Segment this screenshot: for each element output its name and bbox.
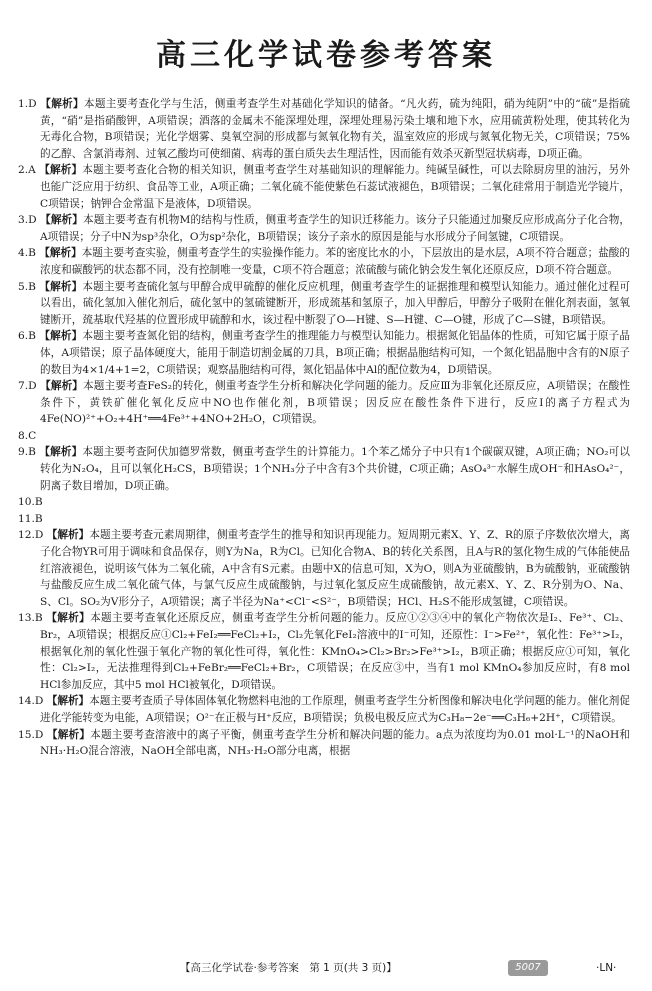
answer-item	[18, 428, 630, 445]
answer-number: 7.D	[18, 380, 37, 393]
answer-text: 本题主要考查化合物的相关知识，侧重考查学生对基础知识的理解能力。纯碱呈碱性，可以去除厨房里的油污，另外也能广泛应用于纺织、食品等工业，A项正确；二氧化硫不能使紫色石蕊试液褪色，B项错误；二氧化硅常用于制造光学镜片，C项错误；钠钾合金常温下是液体，D项错误。	[40, 164, 631, 210]
answer-number: 9.B	[18, 446, 36, 459]
analysis-tag: 【解析】	[39, 247, 82, 260]
answer-number: 5.B	[18, 280, 36, 293]
answer-item	[18, 378, 630, 428]
analysis-tag: 【解析】	[40, 98, 84, 110]
answer-number: 13.B	[18, 612, 43, 625]
page-footer	[0, 958, 652, 978]
page-title: 高三化学试卷参考答案	[156, 38, 496, 73]
answer-number: 14.D	[18, 695, 44, 708]
answer-text: 本题主要考查元素周期律，侧重考查学生的推导和知识再现能力。短周期元素X、Y、Z、R的原子序数依次增大，离子化合物YR可用于调味和食品保存，则Y为Na，R为Cl。已知化合物A、B的转化关系图，且A与R的氢化物生成的气体能使品红溶液褪色，说明该气体为二氧化硫，A中含有S元素。由题中X的信息可知，X为O，则A为亚硫酸钠，B为硫酸钠，亚硫酸钠与盐酸反应生成二氧化硫气体，与氯气反应生成硫酸钠，与过氧化氢反应生成硫酸钠，故元素X、Y、Z、R分别为O、Na、S、Cl。SO₂为V形分子，A项错误；离子半径为Na⁺<Cl⁻<S²⁻，B项错误；HCl、H₂S不能形成氢键，C项错误。	[40, 529, 631, 608]
analysis-tag: 【解析】	[46, 728, 91, 741]
footer-region-code: ·LN·	[596, 962, 617, 974]
answer-item	[18, 162, 630, 212]
answer-number: 3.D	[18, 214, 37, 227]
analysis-tag: 【解析】	[40, 214, 84, 227]
answer-item	[18, 693, 630, 726]
answer-text: 本题主要考查氮化铝的结构，侧重考查学生的推理能力与模型认知能力。根据氮化铝晶体的性质，可知它属于原子晶体，A项错误；原子晶体硬度大，能用于制造切割金属的刀具，B项正确；根据晶胞结构可知，一个氮化铝晶胞中含有的N原子的数目为4×1/4+1=2，C项错误；观察晶胞结构可得，氮化铝晶体中Al的配位数为4，D项错误。	[40, 330, 630, 376]
analysis-tag: 【解析】	[46, 529, 90, 542]
answer-number: 15.D	[18, 728, 44, 741]
answer-number: 11.B	[18, 512, 43, 525]
answer-text: 本题主要考查有机物M的结构与性质，侧重考查学生的知识迁移能力。该分子只能通过加聚反应形成高分子化合物，A项错误；分子中N为sp³杂化，O为sp²杂化，B项错误；该分子亲水的原因是能与水形成分子间氢键，C项错误。	[40, 214, 631, 243]
answer-number: 12.D	[18, 529, 44, 542]
answer-number: 1.D	[18, 98, 37, 110]
answer-item	[18, 444, 630, 494]
answer-number: 8.C	[18, 429, 37, 442]
analysis-tag: 【解析】	[46, 695, 90, 708]
analysis-tag: 【解析】	[39, 280, 83, 293]
answer-text: 本题主要考查实验，侧重考查学生的实验操作能力。苯的密度比水的小，下层放出的是水层，A项不符合题意；盐酸的浓度和碳酸钙的状态都不同，没有控制唯一变量，C项不符合题意；浓硫酸与硫化钠会发生氧化还原反应，D项不符合题意。	[40, 247, 630, 276]
answer-text: 本题主要考查阿伏加德罗常数，侧重考查学生的计算能力。1个苯乙烯分子中只有1个碳碳双键，A项正确；NO₂可以转化为N₂O₄，且可以氧化H₂CS，B项错误；1个NH₃分子中含有3个共价键，C项正确；AsO₄³⁻水解生成OH⁻和HAsO₄²⁻，阴离子数目增加，D项正确。	[40, 446, 630, 492]
answer-text: 本题主要考查质子导体固体氧化物燃料电池的工作原理，侧重考查学生分析图像和解决电化学问题的能力。催化剂促进化学能转变为电能，A项错误；O²⁻在正极与H⁺反应，B项错误；负极电极反应式为C₃H₈−2e⁻══C₃H₆+2H⁺，C项错误。	[40, 695, 631, 724]
answer-item	[18, 494, 630, 511]
analysis-tag: 【解析】	[39, 446, 83, 459]
answer-item	[18, 610, 630, 693]
answer-item	[18, 245, 630, 278]
answer-item	[18, 511, 630, 528]
analysis-tag: 【解析】	[46, 612, 91, 625]
answer-number: 4.B	[18, 247, 36, 260]
answer-item	[18, 279, 630, 329]
answer-list	[18, 96, 630, 760]
analysis-tag: 【解析】	[39, 330, 83, 343]
answer-item	[18, 727, 630, 760]
answer-text: 本题主要考查硫化氢与甲醇合成甲硫醇的催化反应机理，侧重考查学生的证据推理和模型认知能力。通过催化过程可以看出，硫化氢加入催化剂后，硫化氢中的氢硫键断开，形成巯基和氢原子，加入甲醇后，甲醇分子吸附在催化剂表面，氢氧键断开，巯基取代羟基的位置形成甲硫醇和水，该过程中断裂了O—H键、S—H键、C—O键，形成了C—S键，B项错误。	[40, 280, 630, 326]
footer-page-info: 【高三化学试卷·参考答案 第 1 页(共 3 页)】	[180, 962, 397, 974]
answer-text: 本题主要考查FeS₂的转化，侧重考查学生分析和解决化学问题的能力。反应Ⅲ为非氧化还原反应，A项错误；在酸性条件下，黄铁矿催化氧化反应中NO也作催化剂，B项错误；因反应在酸性条件下进行，反应Ⅰ的离子方程式为4Fe(NO)²⁺+O₂+4H⁺══4Fe³⁺+4NO+2H₂O，C项错误。	[40, 380, 630, 426]
answer-number: 10.B	[18, 496, 43, 509]
answer-item	[18, 212, 630, 245]
answer-text: 本题主要考查氧化还原反应，侧重考查学生分析问题的能力。反应①②③④中的氧化产物依次是I₂、Fe³⁺、Cl₂、Br₂，A项错误；根据反应①Cl₂+FeI₂══FeCl₂+I₂，Cl₂先氧化FeI₂溶液中的I⁻可知，还原性：I⁻>Fe²⁺，氧化性：Fe³⁺>I₂，根据氧化剂的氧化性强于氧化产物的氧化性可得，氧化性：KMnO₄>Cl₂>Br₂>Fe³⁺>I₂，B项正确；根据反应①可知，氧化性：Cl₂>I₂，无法推理得到Cl₂+FeBr₂══FeCl₂+Br₂，C项错误；在反应③中，当有1 mol KMnO₄参加反应时，有8 mol HCl参加反应，其中5 mol HCl被氧化，D项错误。	[40, 612, 631, 691]
answer-number: 2.A	[18, 164, 36, 177]
answer-number: 6.B	[18, 330, 36, 343]
answer-item	[18, 328, 630, 378]
analysis-tag: 【解析】	[39, 164, 83, 177]
answer-text: 本题主要考查溶液中的离子平衡，侧重考查学生分析和解决问题的能力。a点为浓度均为0.01 mol·L⁻¹的NaOH和NH₃·H₂O混合溶液，NaOH全部电离，NH₃·H₂O部分电离，根据	[40, 728, 630, 758]
answer-text: 本题主要考查化学与生活，侧重考查学生对基础化学知识的储备。“凡火药，硫为纯阳，硝为纯阴”中的“硫”是指硫黄，“硝”是指硝酸钾，A项错误；酒落的金属未不能深埋处理，深埋处理易污染土壤和地下水，应用硫黄粉处理，使其转化为无毒化合物，B项错误；光化学烟雾、臭氧空洞的形成都与氮氧化物有关，温室效应的形成与氮氧化物无关，C项错误；75%的乙醇、含氯消毒剂、过氧乙酸均可使细菌、病毒的蛋白质失去生理活性，因而能有效杀灭新型冠状病毒，D项正确。	[40, 98, 630, 160]
footer-code-badge: 5007	[508, 960, 548, 976]
analysis-tag: 【解析】	[40, 380, 84, 393]
answer-item	[18, 96, 630, 162]
answer-item	[18, 527, 630, 610]
